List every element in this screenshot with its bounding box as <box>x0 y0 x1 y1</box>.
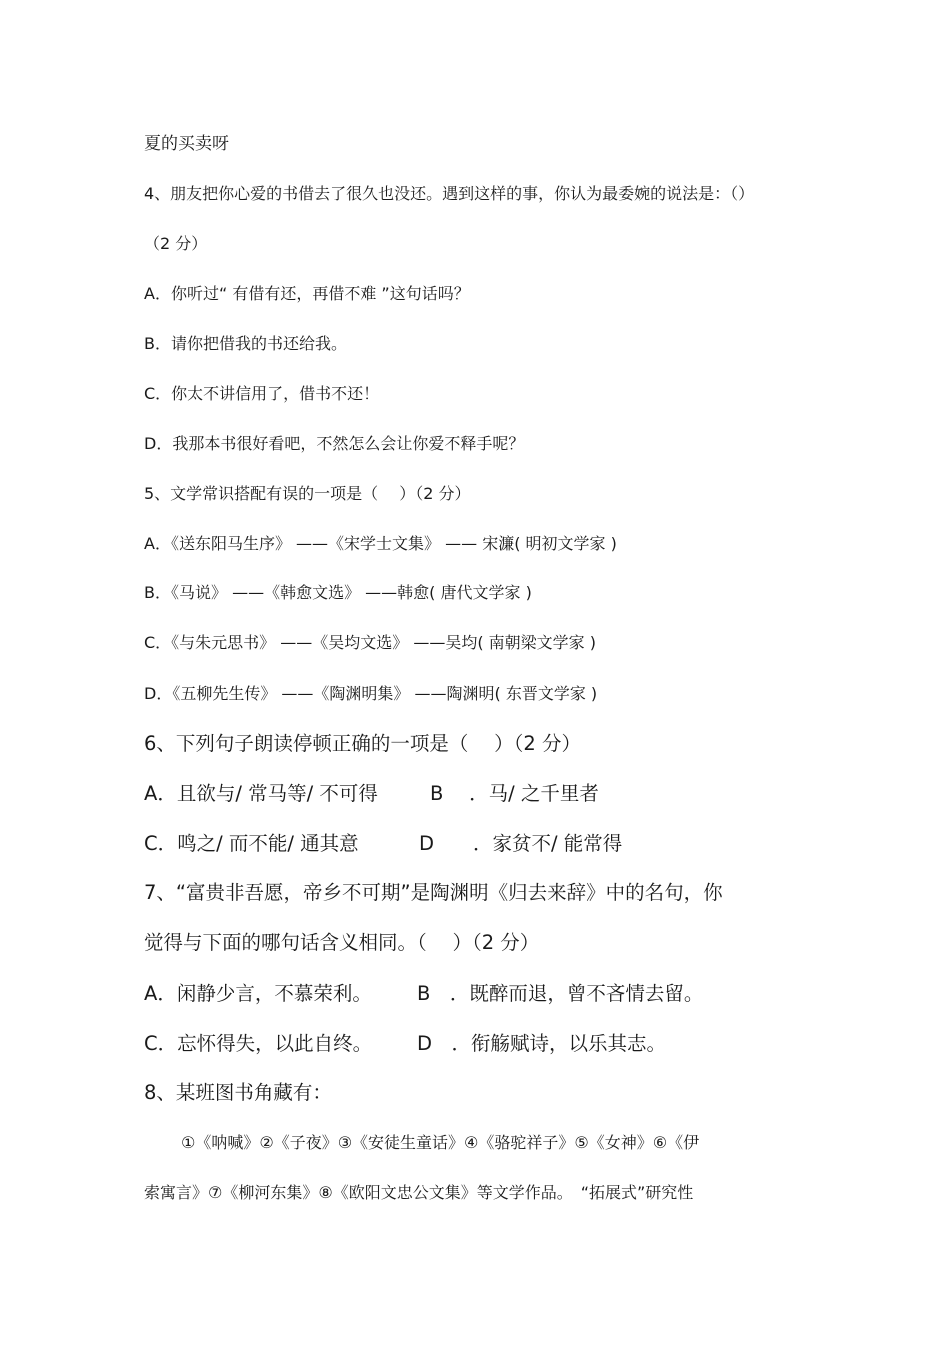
question-7-option-b: B ．既醉而退，曾不吝情去留。 <box>417 982 704 1005</box>
question-6-option-a: A．且欲与/ 常马等/ 不可得 <box>144 782 378 805</box>
question-7-option-a: A．闲静少言，不慕荣利。 <box>144 982 372 1005</box>
question-4-option-c: C．你太不讲信用了，借书不还！ <box>144 384 380 403</box>
question-8-books-line-2: 索寓言》⑦《柳河东集》⑧《欧阳文忠公文集》等文学作品。 “拓展式”研究性 <box>144 1183 694 1202</box>
question-4-stem: 4、朋友把你心爱的书借去了很久也没还。遇到这样的事，你认为最委婉的说法是：（） <box>144 184 755 203</box>
question-6-option-c: C．鸣之/ 而不能/ 通其意 <box>144 832 359 855</box>
question-6-option-d: D ．家贫不/ 能常得 <box>419 832 623 855</box>
question-7-stem-line-2: 觉得与下面的哪句话含义相同。（ ）（2 分） <box>144 931 540 954</box>
question-7-stem-line-1: 7、“富贵非吾愿，帝乡不可期”是陶渊明《归去来辞》中的名句，你 <box>144 881 723 904</box>
question-4-option-b: B．请你把借我的书还给我。 <box>144 334 347 353</box>
text-line-fragment: 夏的买卖呀 <box>144 134 229 154</box>
question-4-option-d: D．我那本书很好看吧，不然怎么会让你爱不释手呢？ <box>144 434 525 453</box>
question-8-books-line-1: ①《呐喊》②《子夜》③《安徒生童话》④《骆驼祥子》⑤《女神》⑥《伊 <box>181 1133 700 1152</box>
question-5-option-d: D．《五柳先生传》 ——《陶渊明集》 ——陶渊明( 东晋文学家 ) <box>144 684 598 703</box>
question-5-option-b: B．《马说》 ——《韩愈文选》 ——韩愈( 唐代文学家 ) <box>144 583 532 602</box>
question-8-stem: 8、某班图书角藏有： <box>144 1081 332 1104</box>
question-4-option-a: A．你听过“ 有借有还，再借不难 ”这句话吗？ <box>144 284 470 303</box>
question-5-option-a: A．《送东阳马生序》 ——《宋学士文集》 —— 宋濂( 明初文学家 ) <box>144 534 617 553</box>
question-6-option-b: B ．马/ 之千里者 <box>430 782 599 805</box>
question-7-option-d: D ．衔觞赋诗，以乐其志。 <box>417 1032 667 1055</box>
question-5-option-c: C．《与朱元思书》 ——《吴均文选》 ——吴均( 南朝梁文学家 ) <box>144 633 597 652</box>
question-4-score: （2 分） <box>144 234 208 253</box>
question-7-option-c: C．忘怀得失，以此自终。 <box>144 1032 373 1055</box>
question-6-stem: 6、下列句子朗读停顿正确的一项是（ ）（2 分） <box>144 732 581 755</box>
question-5-stem: 5、文学常识搭配有误的一项是（ ）（2 分） <box>144 484 471 503</box>
